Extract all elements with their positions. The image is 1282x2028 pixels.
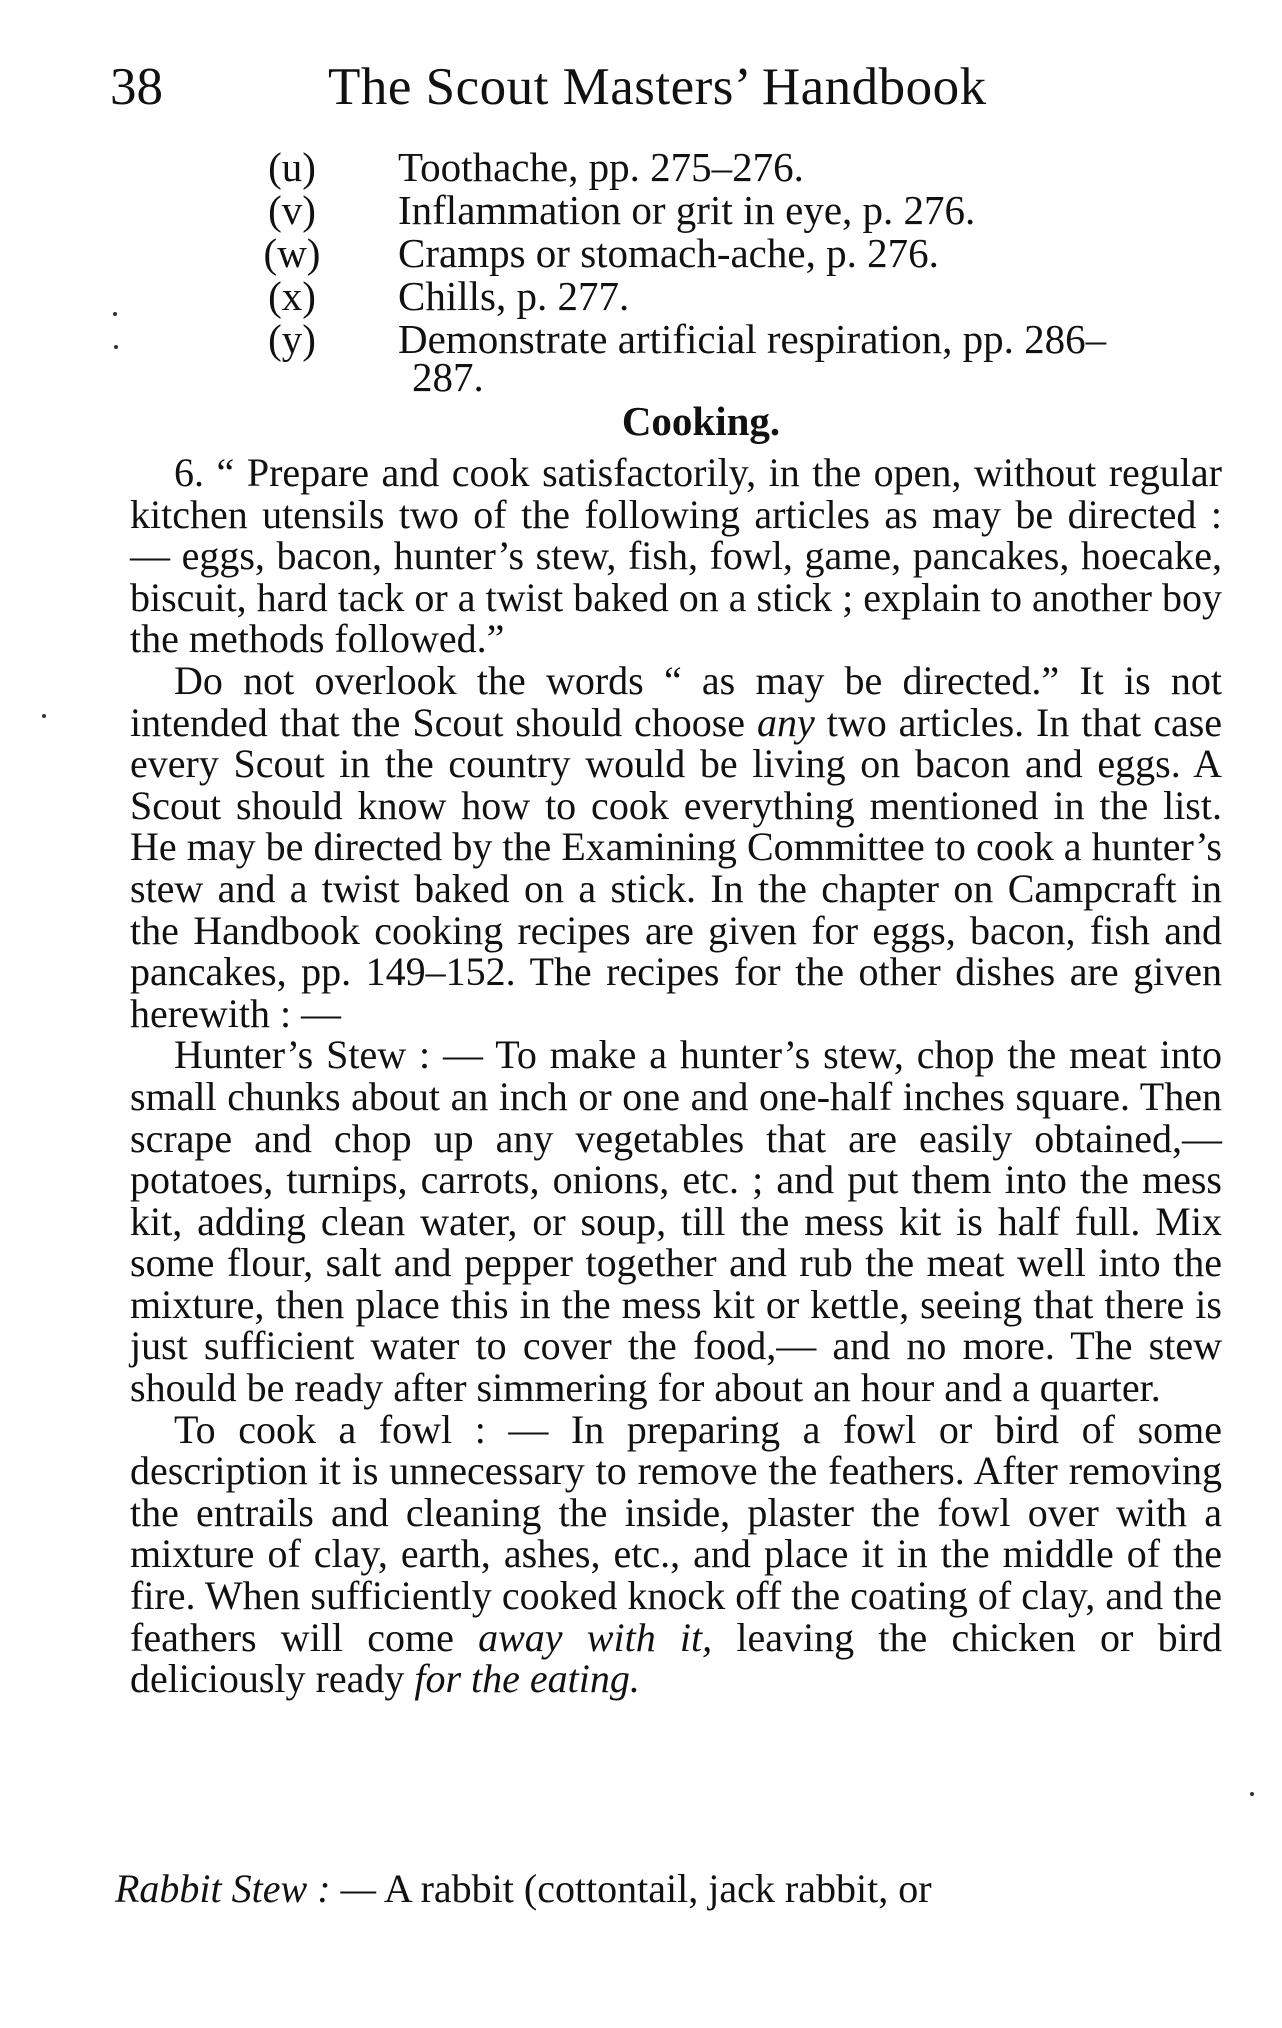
requirement-paragraph: 6. “ Prepare and cook satisfactorily, in the open, without regular kitchen utensils two of the following articles as may be directed : — eggs, bacon, hunter’s stew, fish, fowl, game, pancakes, hoecake, biscuit, hard tack or a twist baked on a stick ; explain to another boy the methods followed.”	[130, 450, 1222, 662]
item-label: (v)	[268, 187, 316, 233]
item-label: (w)	[263, 230, 321, 276]
print-speck	[42, 714, 46, 718]
item-label: (y)	[268, 316, 316, 362]
item-label: (x)	[268, 273, 316, 319]
list-item	[260, 275, 1230, 318]
item-text: Chills, p. 277.	[398, 273, 630, 319]
section-heading-text: Cooking.	[621, 398, 781, 444]
list-item	[260, 189, 1230, 232]
list-item	[260, 232, 1230, 275]
item-continuation: 287.	[412, 354, 484, 400]
directed-paragraph	[130, 657, 1223, 1036]
rabbit-stew-text: A rabbit (cottontail, jack rabbit, or	[383, 1866, 932, 1911]
section-heading	[0, 398, 1282, 444]
item-text: Cramps or stomach-ache, p. 276.	[398, 230, 939, 276]
rabbit-stew-line	[115, 1868, 1235, 1910]
fowl-emphasis-2: for the eating.	[414, 1656, 640, 1702]
body-text	[130, 452, 1222, 1700]
first-aid-item-list	[260, 146, 1230, 361]
list-item	[260, 146, 1230, 189]
directed-text-1: Do not overlook the words “ as may be directed.” It is not intended that the Scout should choose	[130, 657, 1222, 745]
fowl-emphasis-1: away with it,	[478, 1614, 713, 1660]
item-text: Inflammation or grit in eye, p. 276.	[398, 187, 976, 233]
directed-emphasis: any	[757, 699, 815, 745]
list-item	[260, 318, 1230, 361]
print-speck	[114, 345, 118, 349]
item-text: Demonstrate artificial respiration, pp. 286–	[398, 316, 1107, 362]
page-number: 38	[110, 58, 163, 116]
directed-text-2: two articles. In that case every Scout in the country would be living on bacon and eggs. A Scout should know how to cook everything mentioned in the list. He may be directed by the Examining Committee to cook a hunter’s stew and a twist baked on a stick. In the chapter on Campcraft in the Handbook cooking recipes are given for eggs, bacon, fish and pancakes, pp. 149–152. The recipes for the other dishes are given herewith : —	[130, 699, 1223, 1036]
page-header	[110, 52, 1030, 122]
rabbit-stew-heading: Rabbit Stew : —	[115, 1866, 377, 1911]
fowl-paragraph	[130, 1406, 1223, 1702]
item-text: Toothache, pp. 275–276.	[398, 144, 804, 190]
running-head: The Scout Masters’ Handbook	[328, 58, 987, 116]
hunters-stew-paragraph: Hunter’s Stew : — To make a hunter’s stew, chop the meat into small chunks about an inch or one and one-half inches square. Then scrape and chop up any vegetables that are easily obtained,— potatoes, turnips, carrots, onions, etc. ; and put them into the mess kit, adding clean water, or soup, till the mess kit is half full. Mix some flour, salt and pepper together and rub the meat well into the mixture, then place this in the mess kit or kettle, seeing that there is just sufficient water to cover the food,— and no more. The stew should be ready after simmering for about an hour and a quarter.	[130, 1032, 1222, 1411]
print-speck	[1250, 1792, 1254, 1796]
item-label: (u)	[268, 144, 316, 190]
fowl-text-2: leaving the chicken or bird deliciously ready	[130, 1614, 1223, 1702]
print-speck	[113, 312, 117, 316]
fowl-text-1: To cook a fowl : — In preparing a fowl or bird of some description it is unnecessary to remove the feathers. After removing the entrails and cleaning the inside, plaster the fowl over with a mixture of clay, earth, ashes, etc., and place it in the middle of the fire. When sufficiently cooked knock off the coating of clay, and the feathers will come	[130, 1406, 1222, 1660]
